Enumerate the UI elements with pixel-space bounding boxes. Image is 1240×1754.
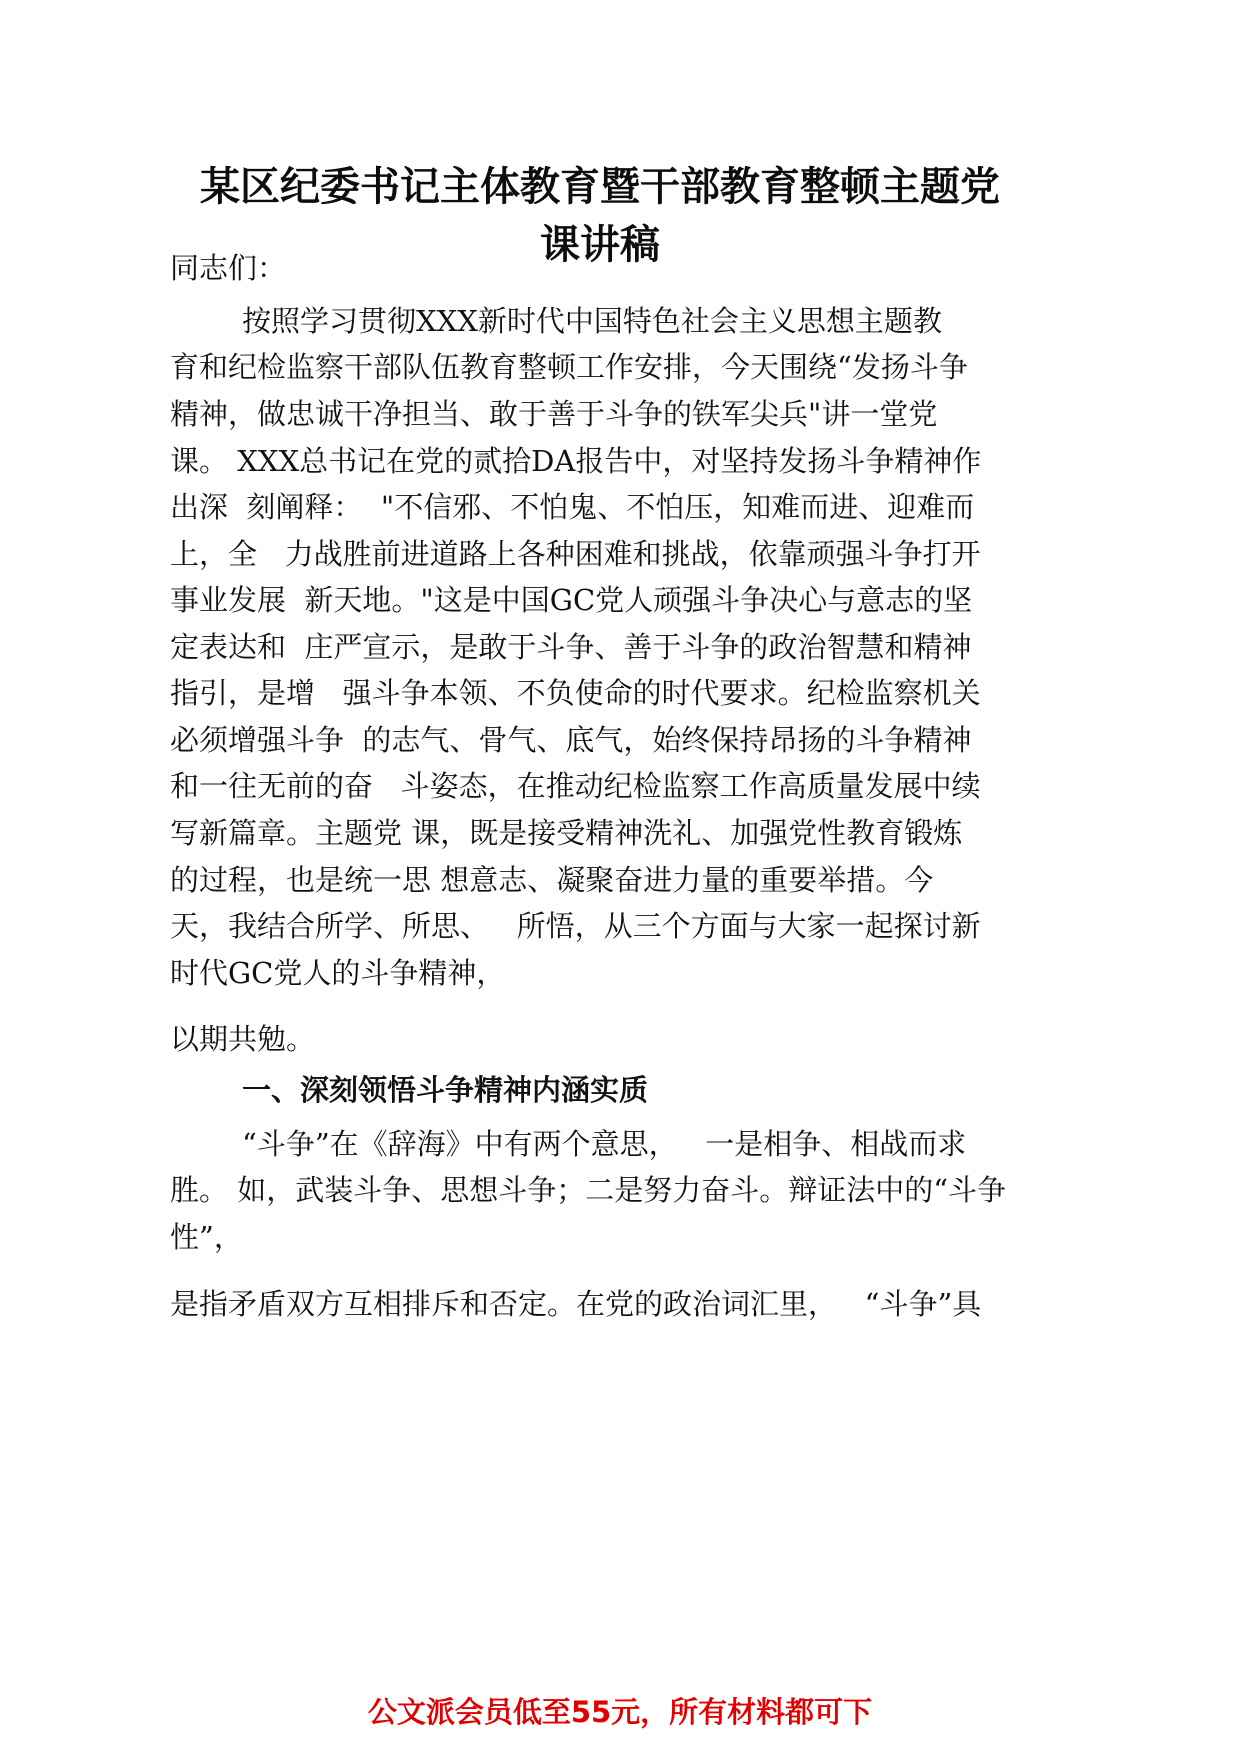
paragraph-1-line: 的过程，也是统一思 想意志、凝聚奋进力量的重要举措。今 — [170, 863, 934, 897]
paragraph-1-line: 时代GC党人的斗争精神， — [170, 956, 506, 990]
section-heading: 一、深刻领悟斗争精神内涵实质 — [242, 1073, 649, 1107]
paragraph-2-line: “斗争”在《辞海》中有两个意思， 一是相争、相战而求 — [242, 1127, 967, 1161]
paragraph-1-line: 课。 XXX总书记在党的贰拾DA报告中，对坚持发扬斗争精神作 — [170, 444, 982, 478]
paragraph-1-line: 必须增强斗争 的志气、骨气、底气，始终保持昂扬的斗争精神 — [170, 723, 972, 757]
paragraph-1-tail: 以期共勉。 — [170, 1022, 316, 1056]
paragraph-1-line: 天，我结合所学、所思、 所悟，从三个方面与大家一起探讨新 — [170, 909, 981, 943]
paragraph-1-line: 上，全 力战胜前进道路上各种困难和挑战，依靠顽强斗争打开 — [170, 537, 981, 571]
paragraph-1-line: 指引，是增 强斗争本领、不负使命的时代要求。纪检监察机关 — [170, 676, 981, 710]
paragraph-2-line: 性”， — [170, 1220, 243, 1254]
paragraph-1-line: 写新篇章。主题党 课，既是接受精神洗礼、加强党性教育锻炼 — [170, 816, 963, 850]
paragraph-3-line: 是指矛盾双方互相排斥和否定。在党的政治词汇里， “斗争”具 — [170, 1287, 982, 1321]
paragraph-1-line: 和一往无前的奋 斗姿态，在推动纪检监察工作高质量发展中续 — [170, 769, 981, 803]
paragraph-1-line: 出深 刻阐释： "不信邪、不怕鬼、不怕压，知难而进、迎难而 — [170, 490, 975, 524]
paragraph-1-line: 按照学习贯彻XXX新时代中国特色社会主义思想主题教 — [242, 304, 942, 338]
paragraph-2-line: 胜。 如，武装斗争、思想斗争；二是努力奋斗。辩证法中的“斗争 — [170, 1173, 1007, 1207]
salutation: 同志们： — [170, 251, 287, 285]
title-line-2: 课讲稿 — [540, 222, 660, 268]
title-line-1: 某区纪委书记主体教育暨干部教育整顿主题党 — [200, 164, 1000, 210]
paragraph-1-line: 定表达和 庄严宣示，是敢于斗争、善于斗争的政治智慧和精神 — [170, 630, 972, 664]
paragraph-1-line: 育和纪检监察干部队伍教育整顿工作安排，今天围绕“发扬斗争 — [170, 350, 968, 384]
paragraph-1-line: 事业发展 新天地。"这是中国GC党人顽强斗争决心与意志的坚 — [170, 583, 973, 617]
promo-footer: 公文派会员低至55元，所有材料都可下 — [367, 1695, 873, 1729]
paragraph-1-line: 精神，做忠诚干净担当、敢于善于斗争的铁军尖兵"讲一堂党 — [170, 397, 938, 431]
